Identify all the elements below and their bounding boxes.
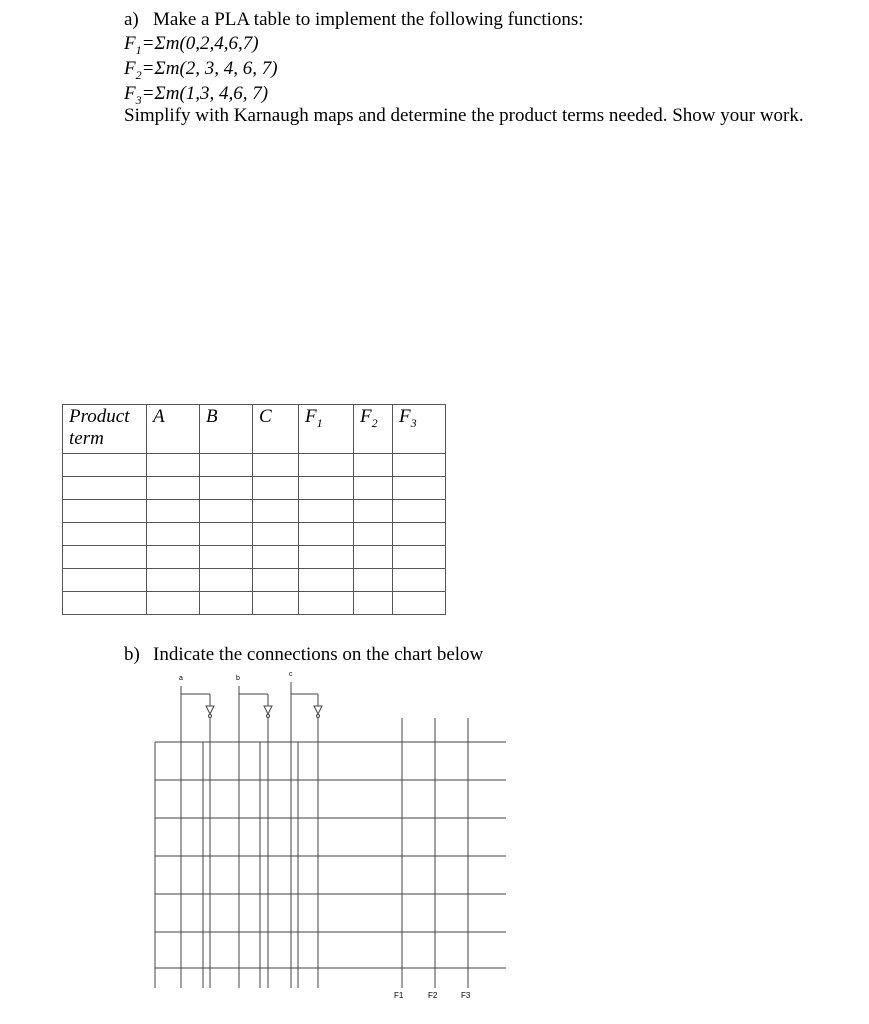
header-product-term: Product term xyxy=(63,405,147,454)
input-label-b: b xyxy=(236,675,240,682)
input-label-a: a xyxy=(179,675,183,682)
output-lines xyxy=(402,718,468,988)
output-label-f1: F1 xyxy=(394,991,404,1000)
function-f3: $F_3=\Sigma m(1,3$, 4,6, 7) xyxy=(124,83,269,107)
header-f3: $F_3$ xyxy=(393,405,446,454)
header-b: B xyxy=(200,405,253,454)
output-label-f2: F2 xyxy=(428,991,438,1000)
input-label-c: c xyxy=(289,671,293,678)
part-b-number: b) xyxy=(124,644,140,665)
header-f1: $F_1$ xyxy=(299,405,354,454)
output-label-f3: F3 xyxy=(461,991,471,1000)
part-b-prompt: Indicate the connections on the chart below xyxy=(153,644,484,665)
header-a: A xyxy=(147,405,200,454)
function-f1: $F_1=\Sigma m(0,2,4,6,7)$ xyxy=(124,33,259,57)
part-a-number: a) xyxy=(124,9,139,30)
input-buffers xyxy=(155,682,322,988)
instruction-text: Simplify with Karnaugh maps and determine the product terms needed. Show your work. xyxy=(124,105,804,126)
function-f2: $F_2=\Sigma m(2$, 3, 4, 6, 7) xyxy=(124,58,278,82)
header-f2: $F_2$ xyxy=(354,405,393,454)
product-lines xyxy=(155,742,506,968)
part-a-prompt: Make a PLA table to implement the following functions: xyxy=(153,9,584,30)
header-c: C xyxy=(253,405,299,454)
